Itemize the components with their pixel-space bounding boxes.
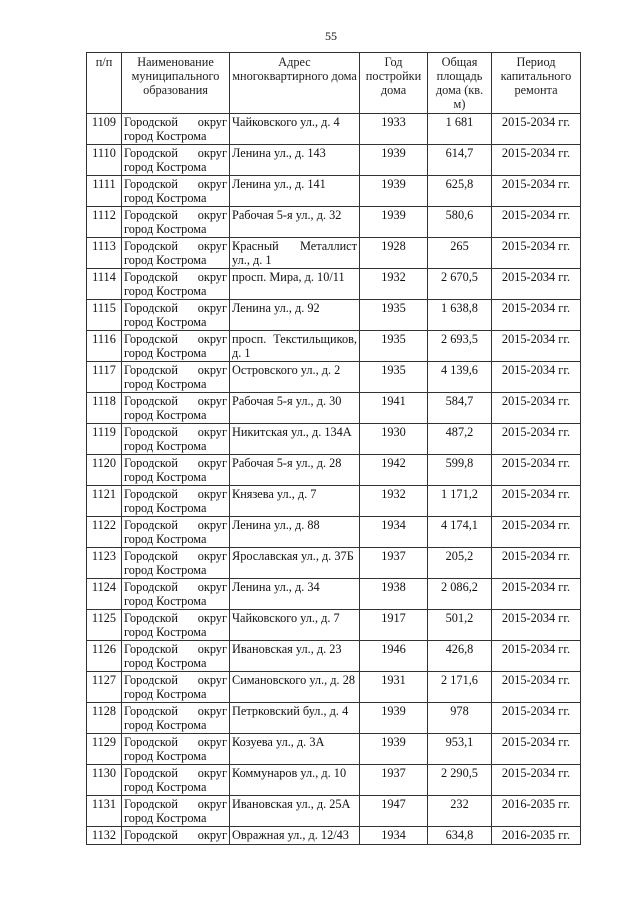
address-cell: Рабочая 5-я ул., д. 30 (230, 393, 360, 424)
table-row (87, 672, 581, 703)
table-row (87, 548, 581, 579)
area-cell: 634,8 (428, 827, 492, 845)
header-municipality: Наименование муниципального образования (122, 53, 230, 114)
address-cell: Чайковского ул., д. 4 (230, 114, 360, 145)
table-row (87, 641, 581, 672)
table-row (87, 207, 581, 238)
table-row (87, 300, 581, 331)
address-cell: Ивановская ул., д. 25А (230, 796, 360, 827)
period-cell: 2015-2034 гг. (492, 548, 581, 579)
address-cell: Ленина ул., д. 88 (230, 517, 360, 548)
year-cell: 1934 (360, 827, 428, 845)
period-cell: 2015-2034 гг. (492, 207, 581, 238)
period-cell: 2016-2035 гг. (492, 827, 581, 845)
table-row (87, 827, 581, 845)
period-cell: 2015-2034 гг. (492, 331, 581, 362)
table-row (87, 796, 581, 827)
municipality-cell: Городской округ город Кострома (122, 269, 230, 300)
period-cell: 2015-2034 гг. (492, 641, 581, 672)
period-cell: 2015-2034 гг. (492, 176, 581, 207)
table-row (87, 145, 581, 176)
row-number: 1110 (87, 145, 122, 176)
period-cell: 2015-2034 гг. (492, 145, 581, 176)
address-cell: Красный Металлист ул., д. 1 (230, 238, 360, 269)
area-cell: 2 086,2 (428, 579, 492, 610)
municipality-cell: Городской округ город Кострома (122, 548, 230, 579)
row-number: 1119 (87, 424, 122, 455)
area-cell: 584,7 (428, 393, 492, 424)
address-cell: Ленина ул., д. 143 (230, 145, 360, 176)
address-cell: Ленина ул., д. 92 (230, 300, 360, 331)
year-cell: 1946 (360, 641, 428, 672)
row-number: 1113 (87, 238, 122, 269)
period-cell: 2015-2034 гг. (492, 238, 581, 269)
area-cell: 4 174,1 (428, 517, 492, 548)
row-number: 1117 (87, 362, 122, 393)
period-cell: 2015-2034 гг. (492, 579, 581, 610)
area-cell: 978 (428, 703, 492, 734)
period-cell: 2015-2034 гг. (492, 765, 581, 796)
period-cell: 2015-2034 гг. (492, 610, 581, 641)
municipality-cell: Городской округ город Кострома (122, 517, 230, 548)
address-cell: Ивановская ул., д. 23 (230, 641, 360, 672)
row-number: 1109 (87, 114, 122, 145)
area-cell: 205,2 (428, 548, 492, 579)
year-cell: 1931 (360, 672, 428, 703)
area-cell: 232 (428, 796, 492, 827)
municipality-cell: Городской округ город Кострома (122, 734, 230, 765)
municipality-cell: Городской округ город Кострома (122, 393, 230, 424)
row-number: 1124 (87, 579, 122, 610)
municipality-cell: Городской округ город Кострома (122, 331, 230, 362)
year-cell: 1939 (360, 207, 428, 238)
period-cell: 2015-2034 гг. (492, 300, 581, 331)
table-row (87, 393, 581, 424)
table-row (87, 424, 581, 455)
municipality-cell: Городской округ город Кострома (122, 796, 230, 827)
row-number: 1125 (87, 610, 122, 641)
period-cell: 2015-2034 гг. (492, 703, 581, 734)
row-number: 1132 (87, 827, 122, 845)
address-cell: Рабочая 5-я ул., д. 28 (230, 455, 360, 486)
period-cell: 2015-2034 гг. (492, 362, 581, 393)
municipality-cell: Городской округ город Кострома (122, 703, 230, 734)
address-cell: Ленина ул., д. 141 (230, 176, 360, 207)
address-cell: Князева ул., д. 7 (230, 486, 360, 517)
year-cell: 1932 (360, 269, 428, 300)
year-cell: 1928 (360, 238, 428, 269)
table-row (87, 486, 581, 517)
municipality-cell: Городской округ город Кострома (122, 579, 230, 610)
year-cell: 1937 (360, 548, 428, 579)
area-cell: 614,7 (428, 145, 492, 176)
address-cell: Петрковский бул., д. 4 (230, 703, 360, 734)
municipality-cell: Городской округ город Кострома (122, 145, 230, 176)
area-cell: 1 681 (428, 114, 492, 145)
header-num: п/п (87, 53, 122, 114)
address-cell: Ленина ул., д. 34 (230, 579, 360, 610)
page-number: 55 (325, 29, 337, 43)
row-number: 1128 (87, 703, 122, 734)
year-cell: 1935 (360, 300, 428, 331)
year-cell: 1942 (360, 455, 428, 486)
table-row (87, 269, 581, 300)
year-cell: 1941 (360, 393, 428, 424)
table-row (87, 114, 581, 145)
municipality-cell: Городской округ город Кострома (122, 672, 230, 703)
address-cell: Козуева ул., д. 3А (230, 734, 360, 765)
period-cell: 2015-2034 гг. (492, 672, 581, 703)
area-cell: 426,8 (428, 641, 492, 672)
address-cell: Никитская ул., д. 134А (230, 424, 360, 455)
year-cell: 1947 (360, 796, 428, 827)
period-cell: 2015-2034 гг. (492, 269, 581, 300)
address-cell: Рабочая 5-я ул., д. 32 (230, 207, 360, 238)
year-cell: 1932 (360, 486, 428, 517)
table-row (87, 176, 581, 207)
table-row (87, 517, 581, 548)
municipality-cell: Городской округ (122, 827, 230, 845)
header-year: Год постройки дома (360, 53, 428, 114)
area-cell: 501,2 (428, 610, 492, 641)
year-cell: 1934 (360, 517, 428, 548)
area-cell: 2 171,6 (428, 672, 492, 703)
row-number: 1130 (87, 765, 122, 796)
address-cell: Чайковского ул., д. 7 (230, 610, 360, 641)
municipality-cell: Городской округ город Кострома (122, 176, 230, 207)
address-cell: Ярославская ул., д. 37Б (230, 548, 360, 579)
period-cell: 2015-2034 гг. (492, 424, 581, 455)
area-cell: 953,1 (428, 734, 492, 765)
row-number: 1114 (87, 269, 122, 300)
year-cell: 1938 (360, 579, 428, 610)
row-number: 1129 (87, 734, 122, 765)
year-cell: 1937 (360, 765, 428, 796)
area-cell: 487,2 (428, 424, 492, 455)
header-address: Адрес многоквартирного дома (230, 53, 360, 114)
area-cell: 2 290,5 (428, 765, 492, 796)
row-number: 1116 (87, 331, 122, 362)
period-cell: 2016-2035 гг. (492, 796, 581, 827)
table-header-row (87, 53, 581, 114)
row-number: 1111 (87, 176, 122, 207)
year-cell: 1930 (360, 424, 428, 455)
address-cell: Овражная ул., д. 12/43 (230, 827, 360, 845)
housing-table (86, 52, 581, 845)
municipality-cell: Городской округ город Кострома (122, 610, 230, 641)
address-cell: Островского ул., д. 2 (230, 362, 360, 393)
table-row (87, 610, 581, 641)
area-cell: 1 171,2 (428, 486, 492, 517)
table-row (87, 238, 581, 269)
period-cell: 2015-2034 гг. (492, 114, 581, 145)
period-cell: 2015-2034 гг. (492, 455, 581, 486)
year-cell: 1939 (360, 734, 428, 765)
row-number: 1112 (87, 207, 122, 238)
address-cell: просп. Мира, д. 10/11 (230, 269, 360, 300)
address-cell: Симановского ул., д. 28 (230, 672, 360, 703)
municipality-cell: Городской округ город Кострома (122, 114, 230, 145)
header-area: Общая площадь дома (кв. м) (428, 53, 492, 114)
year-cell: 1939 (360, 703, 428, 734)
row-number: 1120 (87, 455, 122, 486)
table-row (87, 362, 581, 393)
year-cell: 1917 (360, 610, 428, 641)
area-cell: 2 693,5 (428, 331, 492, 362)
row-number: 1115 (87, 300, 122, 331)
period-cell: 2015-2034 гг. (492, 517, 581, 548)
year-cell: 1933 (360, 114, 428, 145)
municipality-cell: Городской округ город Кострома (122, 486, 230, 517)
period-cell: 2015-2034 гг. (492, 486, 581, 517)
row-number: 1122 (87, 517, 122, 548)
period-cell: 2015-2034 гг. (492, 393, 581, 424)
address-cell: Коммунаров ул., д. 10 (230, 765, 360, 796)
table-row (87, 455, 581, 486)
area-cell: 580,6 (428, 207, 492, 238)
row-number: 1126 (87, 641, 122, 672)
table-row (87, 734, 581, 765)
municipality-cell: Городской округ город Кострома (122, 238, 230, 269)
year-cell: 1935 (360, 362, 428, 393)
area-cell: 265 (428, 238, 492, 269)
municipality-cell: Городской округ город Кострома (122, 765, 230, 796)
area-cell: 2 670,5 (428, 269, 492, 300)
row-number: 1118 (87, 393, 122, 424)
municipality-cell: Городской округ город Кострома (122, 424, 230, 455)
area-cell: 625,8 (428, 176, 492, 207)
table-row (87, 703, 581, 734)
area-cell: 4 139,6 (428, 362, 492, 393)
year-cell: 1935 (360, 331, 428, 362)
table-row (87, 579, 581, 610)
area-cell: 1 638,8 (428, 300, 492, 331)
table-body (87, 114, 581, 845)
period-cell: 2015-2034 гг. (492, 734, 581, 765)
table-row (87, 331, 581, 362)
row-number: 1123 (87, 548, 122, 579)
municipality-cell: Городской округ город Кострома (122, 641, 230, 672)
municipality-cell: Городской округ город Кострома (122, 300, 230, 331)
municipality-cell: Городской округ город Кострома (122, 455, 230, 486)
address-cell: просп. Текстильщиков, д. 1 (230, 331, 360, 362)
row-number: 1131 (87, 796, 122, 827)
year-cell: 1939 (360, 176, 428, 207)
table-row (87, 765, 581, 796)
municipality-cell: Городской округ город Кострома (122, 362, 230, 393)
header-period: Период капитального ремонта (492, 53, 581, 114)
area-cell: 599,8 (428, 455, 492, 486)
municipality-cell: Городской округ город Кострома (122, 207, 230, 238)
row-number: 1127 (87, 672, 122, 703)
year-cell: 1939 (360, 145, 428, 176)
row-number: 1121 (87, 486, 122, 517)
